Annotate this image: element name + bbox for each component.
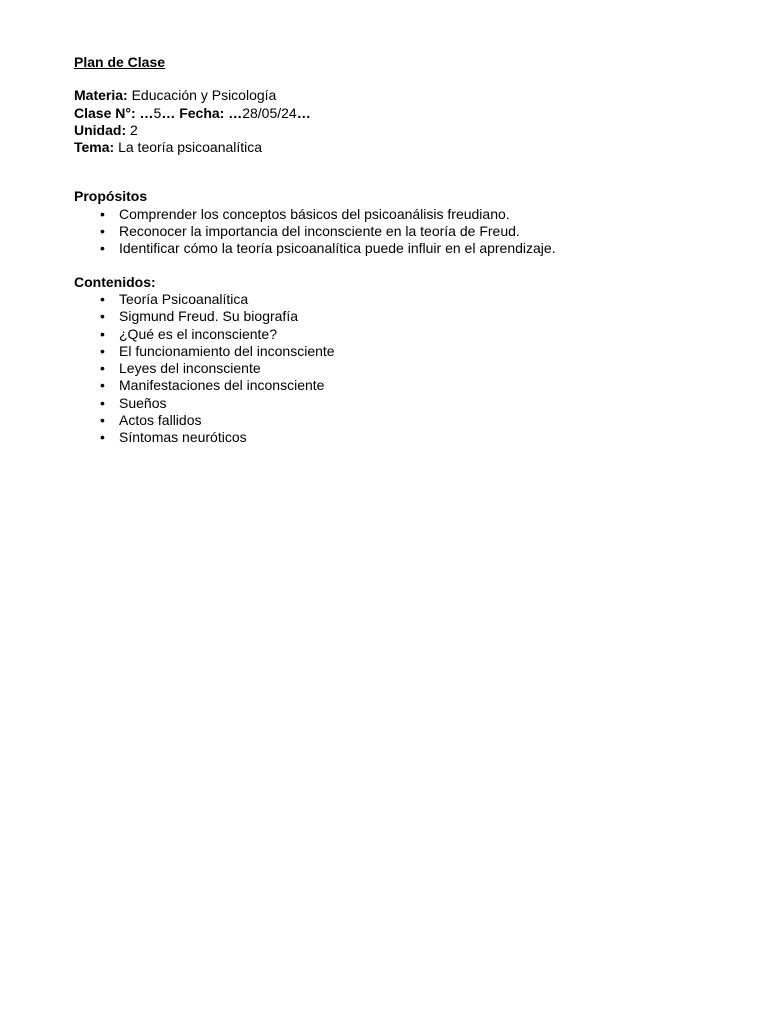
list-item	[74, 429, 734, 446]
list-item-text: Sueños	[119, 394, 167, 411]
list-item	[74, 291, 734, 308]
bullet-icon: •	[100, 205, 105, 222]
bullet-icon: •	[100, 290, 105, 307]
fecha-label: Fecha: …	[179, 104, 243, 121]
unidad-label: Unidad:	[74, 121, 127, 138]
tema-value: La teoría psicoanalítica	[118, 139, 263, 156]
list-item	[74, 360, 734, 377]
list-item-text: Teoría Psicoanalítica	[119, 290, 249, 307]
unidad-line	[74, 122, 734, 139]
list-item-text: ¿Qué es el inconsciente?	[119, 325, 277, 342]
list-item-text: Leyes del inconsciente	[119, 360, 261, 377]
bullet-icon: •	[100, 377, 105, 394]
list-item-text: Reconocer la importancia del inconsciente en la teoría de Freud.	[119, 223, 520, 240]
propositos-list	[74, 206, 734, 258]
tema-label: Tema:	[74, 139, 115, 156]
fecha-value: 28/05/24	[242, 104, 297, 121]
list-item-text: Identificar cómo la teoría psicoanalítica puede influir en el aprendizaje.	[119, 240, 556, 257]
list-item-text: Síntomas neuróticos	[119, 429, 247, 446]
list-item	[74, 223, 734, 240]
clase-suffix: …	[161, 104, 176, 121]
list-item	[74, 240, 734, 257]
list-item-text: El funcionamiento del inconsciente	[119, 342, 335, 359]
list-item	[74, 206, 734, 223]
bullet-icon: •	[100, 429, 105, 446]
bullet-icon: •	[100, 360, 105, 377]
document-page	[74, 54, 734, 447]
contenidos-section	[74, 274, 734, 447]
list-item-text: Comprender los conceptos básicos del psicoanálisis freudiano.	[119, 205, 510, 222]
fecha-suffix: …	[296, 104, 311, 121]
materia-label: Materia:	[74, 87, 128, 104]
list-item-text: Manifestaciones del inconsciente	[119, 377, 325, 394]
list-item	[74, 377, 734, 394]
bullet-icon: •	[100, 342, 105, 359]
bullet-icon: •	[100, 223, 105, 240]
list-item	[74, 343, 734, 360]
list-item	[74, 308, 734, 325]
contenidos-list	[74, 291, 734, 447]
tema-line	[74, 139, 734, 156]
propositos-heading: Propósitos	[74, 188, 148, 205]
bullet-icon: •	[100, 394, 105, 411]
clase-fecha-line	[74, 105, 734, 122]
document-title: Plan de Clase	[74, 54, 166, 70]
materia-value: Educación y Psicología	[131, 87, 277, 104]
clase-label: Clase N°: …	[74, 104, 154, 121]
bullet-icon: •	[100, 325, 105, 342]
list-item-text: Actos fallidos	[119, 412, 202, 429]
bullet-icon: •	[100, 308, 105, 325]
bullet-icon: •	[100, 412, 105, 429]
unidad-value: 2	[130, 121, 138, 138]
list-item-text: Sigmund Freud. Su biografía	[119, 308, 298, 325]
list-item	[74, 412, 734, 429]
propositos-section	[74, 188, 734, 257]
list-item	[74, 326, 734, 343]
bullet-icon: •	[100, 240, 105, 257]
contenidos-heading: Contenidos:	[74, 273, 156, 290]
clase-value: 5	[153, 104, 162, 121]
list-item	[74, 395, 734, 412]
class-metadata	[74, 87, 734, 156]
materia-line	[74, 87, 734, 104]
